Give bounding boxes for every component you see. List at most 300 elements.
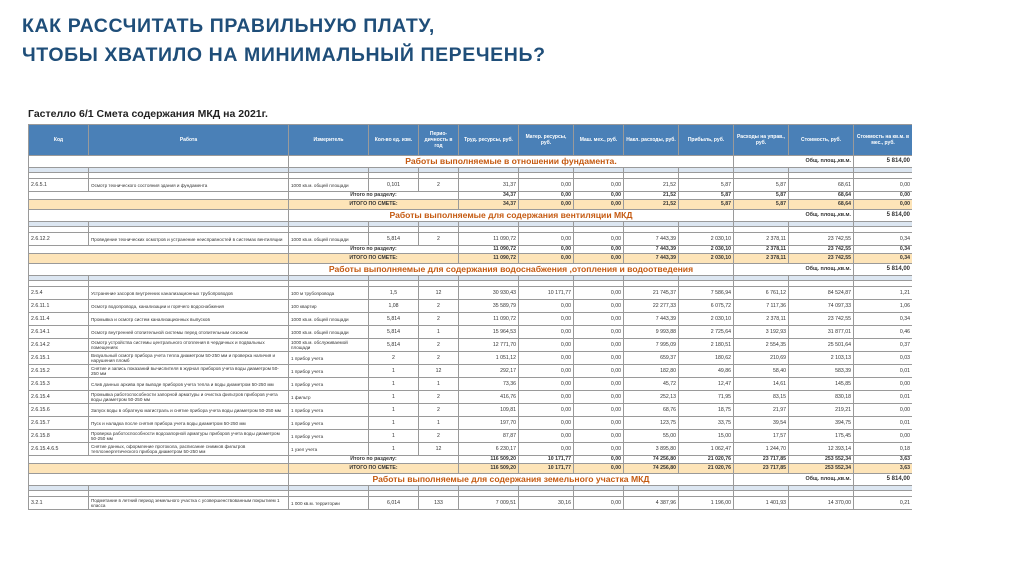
cell-code: 2.6.15.6 — [29, 404, 89, 417]
subtotal-cost: 253 552,34 — [789, 456, 854, 464]
column-header: Код — [29, 125, 89, 156]
table-row — [29, 430, 913, 443]
column-header: Расходы на управ., руб. — [734, 125, 789, 156]
cell-profit: 15,00 — [679, 430, 734, 443]
cell-work: Промывка работоспособности запорной арматуры и очистка фильтров приборов учета воды диаметром 50-250 мм — [89, 391, 289, 404]
section-title: Работы выполняемые в отношении фундамента. — [289, 156, 734, 168]
cell-mgmt: 21,97 — [734, 404, 789, 417]
section-header-row — [29, 474, 913, 486]
total-row — [29, 200, 913, 210]
cell-code: 2.6.15.2 — [29, 365, 89, 378]
total-row — [29, 464, 913, 474]
cell-profit: 12,47 — [679, 378, 734, 391]
subtotal-mat: 0,00 — [519, 246, 574, 254]
cell-mat: 0,00 — [519, 417, 574, 430]
subtotal-mgmt: 2 378,11 — [734, 246, 789, 254]
cell-qty: 1,08 — [369, 300, 419, 313]
cell-profit: 6 075,72 — [679, 300, 734, 313]
subtotal-cost: 68,64 — [789, 192, 854, 200]
subtotal-empty-cell — [29, 456, 289, 464]
total-mat: 0,00 — [519, 254, 574, 264]
cell-qty: 1 — [369, 378, 419, 391]
total-empty-cell — [29, 254, 289, 264]
cell-work: Промывка и осмотр систем канализационных выпусков — [89, 313, 289, 326]
cell-code: 2.5.4 — [29, 287, 89, 300]
cell-mgmt: 2 378,11 — [734, 313, 789, 326]
cell-qty: 2 — [369, 352, 419, 365]
cell-mat: 0,00 — [519, 404, 574, 417]
cell-per_m: 1,06 — [854, 300, 913, 313]
cell-unit: 1000 кв.м. обслуживаемой площади — [289, 339, 369, 352]
cell-qty: 5,814 — [369, 313, 419, 326]
cell-cost: 583,39 — [789, 365, 854, 378]
subtotal-per_m: 3,63 — [854, 456, 913, 464]
cell-period: 2 — [419, 404, 459, 417]
cell-unit: 1000 кв.м. общей площади — [289, 233, 369, 246]
cell-mat: 0,00 — [519, 391, 574, 404]
cell-profit: 18,75 — [679, 404, 734, 417]
cell-qty: 1 — [369, 404, 419, 417]
table-row — [29, 352, 913, 365]
subtotal-per_m: 0,34 — [854, 246, 913, 254]
cell-mat: 0,00 — [519, 378, 574, 391]
table-row — [29, 300, 913, 313]
cell-per_m: 0,00 — [854, 430, 913, 443]
column-header: Накл. расходы, руб. — [624, 125, 679, 156]
cell-unit: 1000 кв.м. общей площади — [289, 313, 369, 326]
section-area-label: Общ. площ.,кв.м. — [734, 264, 854, 276]
cell-unit: 1 прибор учета — [289, 430, 369, 443]
subtotal-mach: 0,00 — [574, 246, 624, 254]
cell-per_m: 0,18 — [854, 443, 913, 456]
cell-profit: 1 062,47 — [679, 443, 734, 456]
cell-cost: 830,18 — [789, 391, 854, 404]
table-row — [29, 378, 913, 391]
cell-labor: 35 589,79 — [459, 300, 519, 313]
section-header-row — [29, 210, 913, 222]
cell-mat: 0,00 — [519, 326, 574, 339]
column-header: Стоимость, руб. — [789, 125, 854, 156]
cell-unit: 1 прибор учета — [289, 378, 369, 391]
cell-labor: 7 009,51 — [459, 497, 519, 510]
cell-profit: 2 030,10 — [679, 313, 734, 326]
cell-labor: 87,87 — [459, 430, 519, 443]
column-header: Измеритель — [289, 125, 369, 156]
cell-cost: 145,85 — [789, 378, 854, 391]
total-labor: 34,37 — [459, 200, 519, 210]
cell-mach: 0,00 — [574, 391, 624, 404]
section-title: Работы выполняемые для содержания водоснабжения ,отопления и водоотведения — [289, 264, 734, 276]
subtotal-empty-cell — [29, 192, 289, 200]
cell-work: Слив данных архива при выводе приборов учета тепла и воды диаметром 50-250 мм — [89, 378, 289, 391]
cell-over: 3 895,80 — [624, 443, 679, 456]
total-cost: 23 742,55 — [789, 254, 854, 264]
cell-qty: 5,814 — [369, 233, 419, 246]
cell-labor: 6 230,17 — [459, 443, 519, 456]
cell-over: 659,37 — [624, 352, 679, 365]
cell-per_m: 0,34 — [854, 313, 913, 326]
cell-mgmt: 1 401,93 — [734, 497, 789, 510]
cell-period: 2 — [419, 179, 459, 192]
total-per_m: 3,63 — [854, 464, 913, 474]
cell-qty: 1 — [369, 443, 419, 456]
cell-period: 133 — [419, 497, 459, 510]
total-mach: 0,00 — [574, 464, 624, 474]
section-empty-cell — [29, 474, 289, 486]
total-mgmt: 23 717,85 — [734, 464, 789, 474]
column-header: Кол-во ед. изм. — [369, 125, 419, 156]
cell-work: Визуальный осмотр прибора учета тепла диаметром 50-250 мм и проверка наличия и нарушения пломб — [89, 352, 289, 365]
cell-work: Снятие и запись показаний вычислителя в журнал приборов учета воды диаметром 50-250 мм — [89, 365, 289, 378]
document-title: Гастелло 6/1 Смета содержания МКД на 2021г. — [28, 108, 268, 120]
table-header-row — [29, 125, 913, 156]
total-profit: 21 020,76 — [679, 464, 734, 474]
cell-period: 12 — [419, 287, 459, 300]
cell-over: 22 277,33 — [624, 300, 679, 313]
cell-profit: 2 180,51 — [679, 339, 734, 352]
cell-labor: 11 090,72 — [459, 313, 519, 326]
subtotal-label: Итого по разделу: — [289, 456, 459, 464]
cell-mat: 0,00 — [519, 443, 574, 456]
subtotal-row — [29, 456, 913, 464]
total-over: 74 256,80 — [624, 464, 679, 474]
total-mach: 0,00 — [574, 254, 624, 264]
subtotal-profit: 2 030,10 — [679, 246, 734, 254]
slide-title-line-1: КАК РАССЧИТАТЬ ПРАВИЛЬНУЮ ПЛАТУ, — [22, 15, 435, 37]
table-row — [29, 404, 913, 417]
cell-cost: 84 524,87 — [789, 287, 854, 300]
cell-over: 7 443,39 — [624, 313, 679, 326]
cell-over: 68,76 — [624, 404, 679, 417]
section-area-label: Общ. площ.,кв.м. — [734, 474, 854, 486]
table-row — [29, 339, 913, 352]
section-empty-cell — [29, 264, 289, 276]
cell-mach: 0,00 — [574, 179, 624, 192]
cell-unit: 100 м трубопровода — [289, 287, 369, 300]
cell-code: 2.6.15.1 — [29, 352, 89, 365]
section-title: Работы выполняемые для содержания земельного участка МКД — [289, 474, 734, 486]
cell-qty: 1,5 — [369, 287, 419, 300]
subtotal-per_m: 0,00 — [854, 192, 913, 200]
cell-qty: 1 — [369, 430, 419, 443]
total-mat: 10 171,77 — [519, 464, 574, 474]
table-row — [29, 443, 913, 456]
cell-mach: 0,00 — [574, 233, 624, 246]
total-labor: 11 090,72 — [459, 254, 519, 264]
cell-mgmt: 17,57 — [734, 430, 789, 443]
section-header-row — [29, 264, 913, 276]
total-profit: 2 030,10 — [679, 254, 734, 264]
cell-mach: 0,00 — [574, 300, 624, 313]
cell-mach: 0,00 — [574, 378, 624, 391]
table-row — [29, 179, 913, 192]
cell-cost: 31 877,01 — [789, 326, 854, 339]
total-over: 21,52 — [624, 200, 679, 210]
cell-cost: 14 370,00 — [789, 497, 854, 510]
cell-mat: 0,00 — [519, 179, 574, 192]
section-area-value: 5 814,00 — [854, 156, 913, 168]
cell-per_m: 0,21 — [854, 497, 913, 510]
cell-work: Пуск и наладка после снятия прибора учета воды диаметром 50-250 мм — [89, 417, 289, 430]
cell-mgmt: 6 761,12 — [734, 287, 789, 300]
subtotal-mach: 0,00 — [574, 192, 624, 200]
section-area-label: Общ. площ.,кв.м. — [734, 210, 854, 222]
cell-mat: 0,00 — [519, 233, 574, 246]
cell-period: 2 — [419, 391, 459, 404]
cell-labor: 109,81 — [459, 404, 519, 417]
table-row — [29, 391, 913, 404]
cell-over: 7 995,09 — [624, 339, 679, 352]
total-empty-cell — [29, 464, 289, 474]
cell-work: Снятие данных, оформление протокола, расписание снимков фильтров теплоэнергетического прибора диаметром 50-250 мм — [89, 443, 289, 456]
cell-mgmt: 83,15 — [734, 391, 789, 404]
cell-cost: 68,61 — [789, 179, 854, 192]
column-header: Работа — [89, 125, 289, 156]
cell-qty: 1 — [369, 391, 419, 404]
slide-title-line-2: ЧТОБЫ ХВАТИЛО НА МИНИМАЛЬНЫЙ ПЕРЕЧЕНЬ? — [22, 44, 546, 66]
cell-mach: 0,00 — [574, 417, 624, 430]
cell-code: 2.6.14.2 — [29, 339, 89, 352]
cell-mgmt: 14,61 — [734, 378, 789, 391]
cell-profit: 7 586,94 — [679, 287, 734, 300]
cell-mgmt: 3 192,93 — [734, 326, 789, 339]
cell-cost: 23 742,55 — [789, 313, 854, 326]
cell-cost: 23 742,55 — [789, 233, 854, 246]
cell-code: 3.2.1 — [29, 497, 89, 510]
cell-over: 21,52 — [624, 179, 679, 192]
cell-mach: 0,00 — [574, 443, 624, 456]
cell-work: Устранение засоров внутренних канализационных трубопроводов — [89, 287, 289, 300]
section-area-label: Общ. площ.,кв.м. — [734, 156, 854, 168]
cell-work: Осмотр внутренней отопительной системы перед отопительным сезоном — [89, 326, 289, 339]
section-empty-cell — [29, 156, 289, 168]
cell-mat: 0,00 — [519, 339, 574, 352]
cell-mgmt: 7 117,36 — [734, 300, 789, 313]
cell-period: 1 — [419, 326, 459, 339]
cell-unit: 1 прибор учета — [289, 352, 369, 365]
cell-mat: 0,00 — [519, 352, 574, 365]
cell-mgmt: 5,87 — [734, 179, 789, 192]
cell-per_m: 0,00 — [854, 179, 913, 192]
cell-mgmt: 58,40 — [734, 365, 789, 378]
cell-over: 4 387,96 — [624, 497, 679, 510]
cell-cost: 394,75 — [789, 417, 854, 430]
cell-mach: 0,00 — [574, 326, 624, 339]
section-header-row — [29, 156, 913, 168]
total-mgmt: 2 378,11 — [734, 254, 789, 264]
cell-mat: 30,16 — [519, 497, 574, 510]
cell-work: Проведение технических осмотров и устранение неисправностей в системах вентиляции — [89, 233, 289, 246]
cell-work: Осмотр устройства системы центрального отопления в чердачных и подвальных помещениях — [89, 339, 289, 352]
total-cost: 68,64 — [789, 200, 854, 210]
cell-period: 2 — [419, 339, 459, 352]
column-header: Прибыль, руб. — [679, 125, 734, 156]
cell-profit: 2 725,64 — [679, 326, 734, 339]
total-label: ИТОГО ПО СМЕТЕ: — [289, 464, 459, 474]
table-row — [29, 365, 913, 378]
cell-unit: 1 прибор учета — [289, 417, 369, 430]
cell-per_m: 0,34 — [854, 233, 913, 246]
cell-profit: 1 196,00 — [679, 497, 734, 510]
subtotal-cost: 23 742,55 — [789, 246, 854, 254]
section-area-value: 5 814,00 — [854, 264, 913, 276]
cell-mach: 0,00 — [574, 365, 624, 378]
cell-unit: 1 фильтр — [289, 391, 369, 404]
total-label: ИТОГО ПО СМЕТЕ: — [289, 200, 459, 210]
cell-work: Подметание в летний период земельного участка с усовершенствованным покрытием 1 класса — [89, 497, 289, 510]
cell-code: 2.6.14.1 — [29, 326, 89, 339]
cell-labor: 31,37 — [459, 179, 519, 192]
cell-per_m: 0,00 — [854, 404, 913, 417]
total-cost: 253 552,34 — [789, 464, 854, 474]
cell-mach: 0,00 — [574, 430, 624, 443]
cell-period: 12 — [419, 443, 459, 456]
total-profit: 5,87 — [679, 200, 734, 210]
slide-title — [22, 12, 546, 70]
cell-period: 2 — [419, 233, 459, 246]
cell-per_m: 0,03 — [854, 352, 913, 365]
cell-qty: 6,014 — [369, 497, 419, 510]
cell-profit: 5,87 — [679, 179, 734, 192]
cell-unit: 100 квартир — [289, 300, 369, 313]
cell-cost: 219,21 — [789, 404, 854, 417]
cell-mgmt: 2 554,35 — [734, 339, 789, 352]
cell-code: 2.6.11.1 — [29, 300, 89, 313]
cell-over: 9 993,88 — [624, 326, 679, 339]
cell-unit: 1000 кв.м. общей площади — [289, 179, 369, 192]
cell-over: 123,75 — [624, 417, 679, 430]
subtotal-row — [29, 192, 913, 200]
cell-period: 12 — [419, 365, 459, 378]
cell-mat: 0,00 — [519, 313, 574, 326]
total-label: ИТОГО ПО СМЕТЕ: — [289, 254, 459, 264]
total-over: 7 443,39 — [624, 254, 679, 264]
total-mat: 0,00 — [519, 200, 574, 210]
subtotal-over: 7 443,39 — [624, 246, 679, 254]
subtotal-mach: 0,00 — [574, 456, 624, 464]
subtotal-mgmt: 5,87 — [734, 192, 789, 200]
section-empty-cell — [29, 210, 289, 222]
subtotal-profit: 21 020,76 — [679, 456, 734, 464]
cell-cost: 74 097,33 — [789, 300, 854, 313]
cell-profit: 2 030,10 — [679, 233, 734, 246]
subtotal-profit: 5,87 — [679, 192, 734, 200]
cell-period: 2 — [419, 300, 459, 313]
cell-cost: 12 393,14 — [789, 443, 854, 456]
cell-labor: 1 051,12 — [459, 352, 519, 365]
cell-profit: 33,75 — [679, 417, 734, 430]
total-per_m: 0,34 — [854, 254, 913, 264]
cell-labor: 416,76 — [459, 391, 519, 404]
cell-mgmt: 210,69 — [734, 352, 789, 365]
column-header: Маш. мех., руб. — [574, 125, 624, 156]
cell-over: 252,13 — [624, 391, 679, 404]
subtotal-mat: 0,00 — [519, 192, 574, 200]
cell-labor: 73,36 — [459, 378, 519, 391]
cell-over: 45,72 — [624, 378, 679, 391]
estimate-sheet — [28, 124, 912, 574]
cell-work: Проверка работоспособности водозапорной арматуры приборов учета воды диаметром 50-250 мм — [89, 430, 289, 443]
total-empty-cell — [29, 200, 289, 210]
cell-per_m: 0,00 — [854, 378, 913, 391]
cell-over: 55,00 — [624, 430, 679, 443]
cell-code: 2.6.15.4 — [29, 391, 89, 404]
column-header: Перио-дичность в год — [419, 125, 459, 156]
cell-mach: 0,00 — [574, 313, 624, 326]
cell-period: 2 — [419, 352, 459, 365]
subtotal-mat: 10 171,77 — [519, 456, 574, 464]
cell-mat: 0,00 — [519, 300, 574, 313]
cell-mat: 0,00 — [519, 430, 574, 443]
cell-labor: 15 964,53 — [459, 326, 519, 339]
cell-profit: 180,62 — [679, 352, 734, 365]
section-title: Работы выполняемые для содержания вентиляции МКД — [289, 210, 734, 222]
table-row — [29, 497, 913, 510]
section-area-value: 5 814,00 — [854, 210, 913, 222]
cell-over: 21 745,37 — [624, 287, 679, 300]
subtotal-label: Итого по разделу: — [289, 192, 459, 200]
cell-qty: 0,101 — [369, 179, 419, 192]
subtotal-labor: 34,37 — [459, 192, 519, 200]
cell-per_m: 0,01 — [854, 365, 913, 378]
total-mgmt: 5,87 — [734, 200, 789, 210]
cell-profit: 71,95 — [679, 391, 734, 404]
cell-period: 2 — [419, 313, 459, 326]
cell-qty: 1 — [369, 365, 419, 378]
cell-cost: 175,45 — [789, 430, 854, 443]
cell-code: 2.6.5.1 — [29, 179, 89, 192]
estimate-table — [28, 124, 912, 510]
table-row — [29, 233, 913, 246]
cell-work: Запуск воды в обратную магистраль и снятие прибора учета воды диаметром 50-250 мм — [89, 404, 289, 417]
cell-mgmt: 39,54 — [734, 417, 789, 430]
cell-per_m: 0,46 — [854, 326, 913, 339]
cell-period: 1 — [419, 378, 459, 391]
subtotal-over: 74 256,80 — [624, 456, 679, 464]
subtotal-over: 21,52 — [624, 192, 679, 200]
cell-mgmt: 1 244,70 — [734, 443, 789, 456]
cell-over: 182,80 — [624, 365, 679, 378]
cell-labor: 12 771,70 — [459, 339, 519, 352]
column-header: Стоимость на кв.м. в мес., руб. — [854, 125, 913, 156]
table-row — [29, 326, 913, 339]
cell-profit: 49,86 — [679, 365, 734, 378]
cell-per_m: 0,01 — [854, 391, 913, 404]
column-header: Матер. ресурсы, руб. — [519, 125, 574, 156]
cell-over: 7 443,39 — [624, 233, 679, 246]
subtotal-mgmt: 23 717,85 — [734, 456, 789, 464]
cell-mach: 0,00 — [574, 352, 624, 365]
cell-code: 2.6.15.7 — [29, 417, 89, 430]
cell-qty: 1 — [369, 417, 419, 430]
cell-mach: 0,00 — [574, 404, 624, 417]
cell-qty: 5,814 — [369, 326, 419, 339]
cell-period: 1 — [419, 417, 459, 430]
subtotal-label: Итого по разделу: — [289, 246, 459, 254]
cell-cost: 25 501,64 — [789, 339, 854, 352]
cell-work: Осмотр водопровода, канализации и горячего водоснабжения — [89, 300, 289, 313]
cell-per_m: 0,01 — [854, 417, 913, 430]
cell-labor: 292,17 — [459, 365, 519, 378]
cell-code: 2.6.15.3 — [29, 378, 89, 391]
column-header: Труд. ресурсы, руб. — [459, 125, 519, 156]
cell-mach: 0,00 — [574, 287, 624, 300]
cell-work: Осмотр технического состояния здания и фундамента — [89, 179, 289, 192]
table-row — [29, 313, 913, 326]
table-body — [29, 156, 913, 510]
cell-cost: 2 103,13 — [789, 352, 854, 365]
cell-mat: 0,00 — [519, 365, 574, 378]
